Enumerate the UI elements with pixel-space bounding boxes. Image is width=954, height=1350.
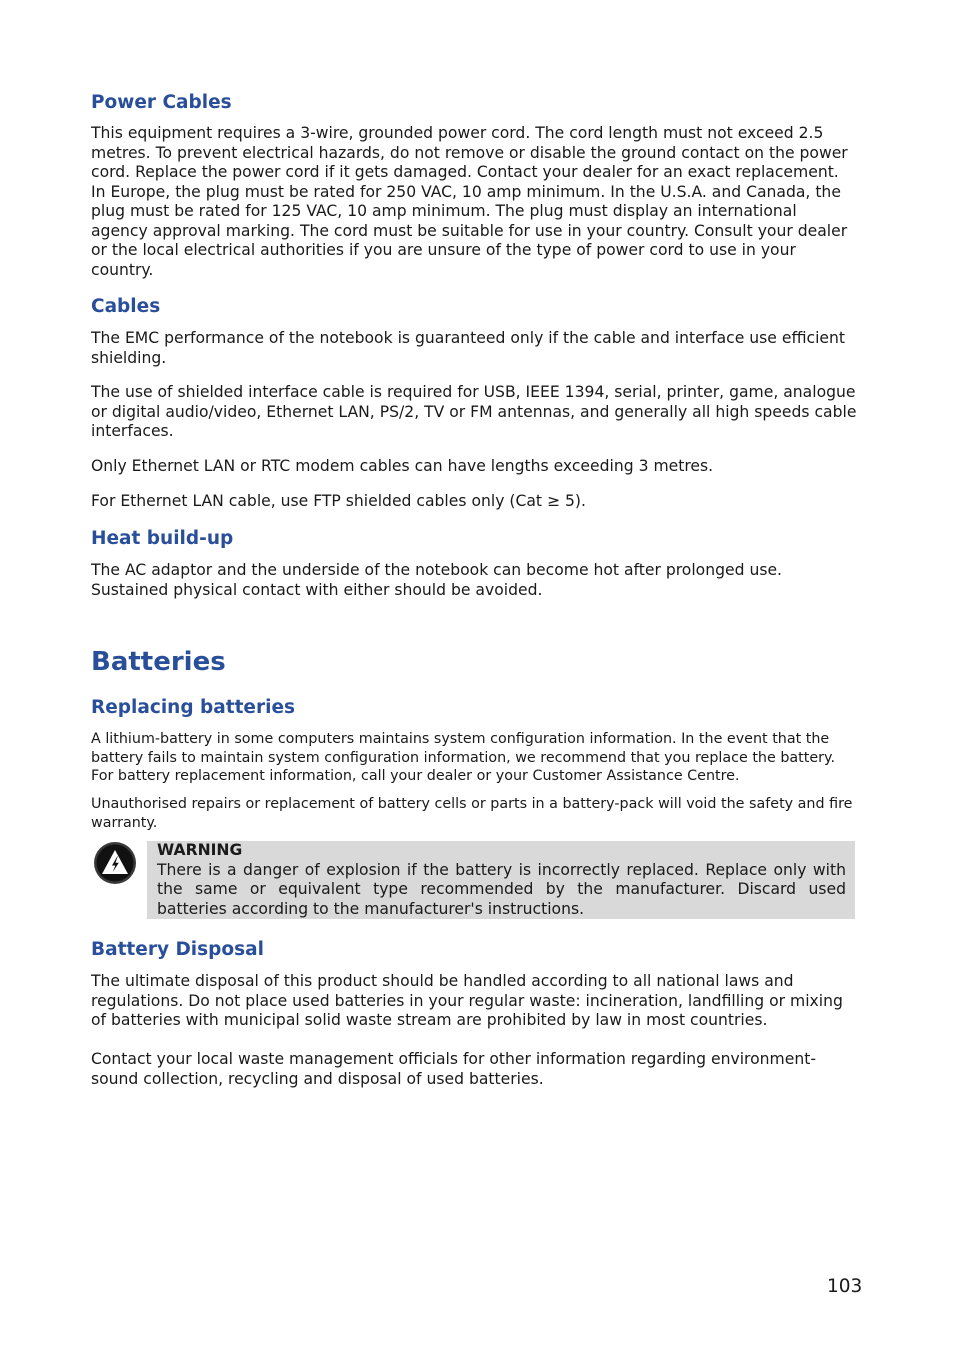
paragraph-cables-2: The use of shielded interface cable is required for USB, IEEE 1394, serial, printer, game, analogue or digital audio/video, Ethernet LAN, PS/2, TV or FM antennas, and generally all high speeds cable interfaces. [91, 383, 857, 440]
warning-text: There is a danger of explosion if the battery is incorrectly replaced. Replace only with the same or equivalent type recommended by the manufacturer. Discard used batteries according to the manufacturer's instructions. [157, 860, 846, 918]
heading-power-cables: Power Cables [91, 92, 232, 113]
page-number: 103 [827, 1276, 863, 1297]
paragraph-disposal-1: The ultimate disposal of this product should be handled according to all national laws and regulations. Do not place used batteries in your regular waste: incineration, landfilling or mixing of batteries with municipal solid waste stream are prohibited by law in most countries. [91, 972, 843, 1029]
paragraph-cables-3: Only Ethernet LAN or RTC modem cables can have lengths exceeding 3 metres. [91, 457, 714, 475]
warning-lightning-icon [93, 841, 137, 885]
heading-replacing-batteries: Replacing batteries [91, 697, 296, 718]
heading-batteries: Batteries [91, 647, 226, 677]
warning-box [147, 841, 855, 919]
paragraph-heat: The AC adaptor and the underside of the notebook can become hot after prolonged use. Sustained physical contact with either should be avoided. [91, 561, 783, 599]
heading-heat-build-up: Heat build-up [91, 528, 234, 549]
paragraph-replacing-1: A lithium-battery in some computers maintains system configuration information. In the event that the battery fails to maintain system configuration information, we recommend that you replace the battery. For battery replacement information, call your dealer or your Customer Assistance Centre. [91, 731, 836, 785]
heading-battery-disposal: Battery Disposal [91, 939, 264, 960]
paragraph-cables-4: For Ethernet LAN cable, use FTP shielded cables only (Cat ≥ 5). [91, 492, 586, 510]
paragraph-replacing-2: Unauthorised repairs or replacement of battery cells or parts in a battery-pack will void the safety and fire warranty. [91, 796, 853, 831]
heading-cables: Cables [91, 296, 161, 317]
paragraph-disposal-2: Contact your local waste management officials for other information regarding environment-sound collection, recycling and disposal of used batteries. [91, 1050, 816, 1088]
warning-title: WARNING [157, 841, 243, 859]
paragraph-cables-1: The EMC performance of the notebook is guaranteed only if the cable and interface use efficient shielding. [91, 329, 846, 367]
paragraph-power-cables: This equipment requires a 3-wire, grounded power cord. The cord length must not exceed 2.5 metres. To prevent electrical hazards, do not remove or disable the ground contact on the power cord. Replace the power cord if it gets damaged. Contact your dealer for an exact replacement. In Europe, the plug must be rated for 250 VAC, 10 amp minimum. In the U.S.A. and Canada, the plug must be rated for 125 VAC, 10 amp minimum. The plug must display an international agency approval marking. The cord must be suitable for use in your country. Consult your dealer or the local electrical authorities if you are unsure of the type of power cord to use in your country. [91, 124, 848, 279]
